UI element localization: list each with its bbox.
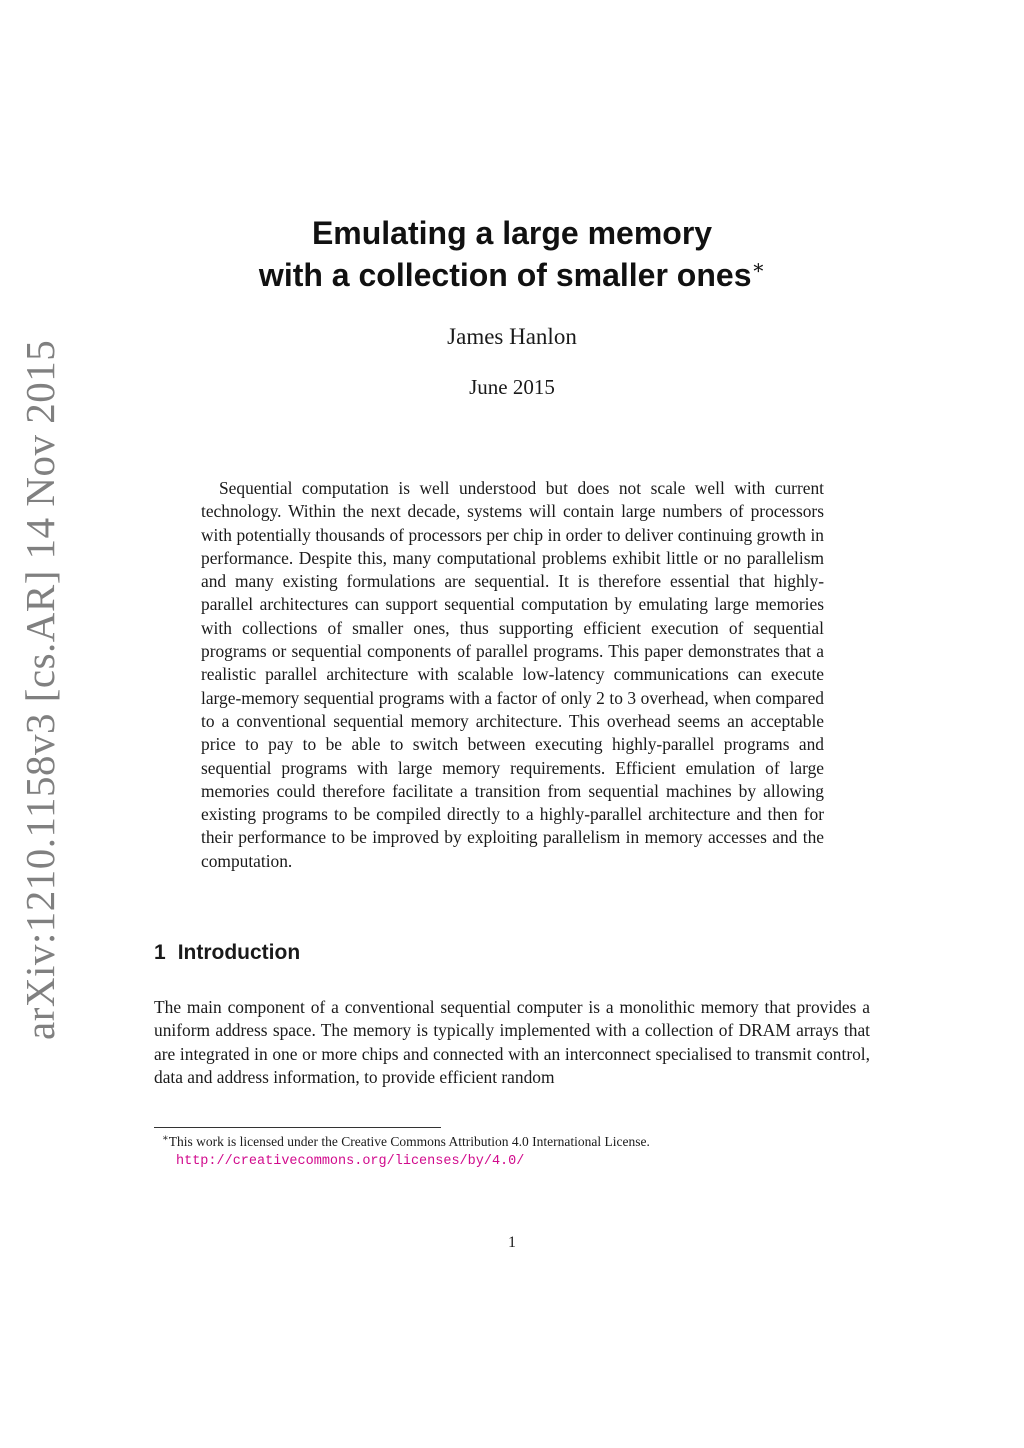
title-line-2-text: with a collection of smaller ones xyxy=(258,257,752,293)
page-number: 1 xyxy=(508,1234,516,1251)
footnote xyxy=(162,1132,862,1172)
paper-title xyxy=(212,212,812,296)
footnote-text: This work is licensed under the Creative Commons Attribution 4.0 International License. xyxy=(168,1134,650,1149)
footnote-marker: ∗ xyxy=(162,1133,169,1144)
section-number: 1 xyxy=(154,941,166,964)
title-line-2 xyxy=(212,254,812,296)
author-name: James Hanlon xyxy=(447,324,577,349)
abstract: Sequential computation is well understood but does not scale well with current technology. Within the next decade, systems will contain large numbers of processors with potentially thousands of processors per chip in order to deliver continuing growth in performance. Despite this, many computational problems exhibit little or no parallelism and many existing formulations are sequential. It is therefore essential that highly-parallel architectures can support sequential computation by emulating large memories with collections of smaller ones, thus supporting efficient execution of sequential programs or sequential components of parallel programs. This paper demonstrates that a realistic parallel architecture with scalable low-latency communications can execute large-memory sequential programs with a factor of only 2 to 3 overhead, when compared to a conventional sequential memory architecture. This overhead seems an acceptable price to pay to be able to switch between executing highly-parallel programs and sequential programs with large memory requirements. Efficient emulation of large memories could therefore facilitate a transition from sequential machines by allowing existing programs to be compiled directly to a highly-parallel architecture and then for their performance to be improved by exploiting parallelism in memory accesses and the computation. xyxy=(201,478,824,871)
title-line-1: Emulating a large memory xyxy=(311,215,713,251)
footnote-divider xyxy=(154,1127,441,1128)
license-link[interactable]: http://creativecommons.org/licenses/by/4.0/ xyxy=(176,1154,525,1169)
arxiv-margin-stamp: arXiv:1210.1158v3 [cs.AR] 14 Nov 2015 xyxy=(17,339,63,1040)
introduction-paragraph: The main component of a conventional sequential computer is a monolithic memory that provides a uniform address space. The memory is typically implemented with a collection of DRAM arrays that are integrated in one or more chips and connected with an interconnect specialised to transmit control, data and address information, to provide efficient random xyxy=(154,997,870,1088)
section-heading-introduction xyxy=(154,939,300,967)
publication-date: June 2015 xyxy=(469,375,555,399)
title-footnote-marker[interactable]: ∗ xyxy=(751,257,766,279)
section-title: Introduction xyxy=(177,941,301,964)
